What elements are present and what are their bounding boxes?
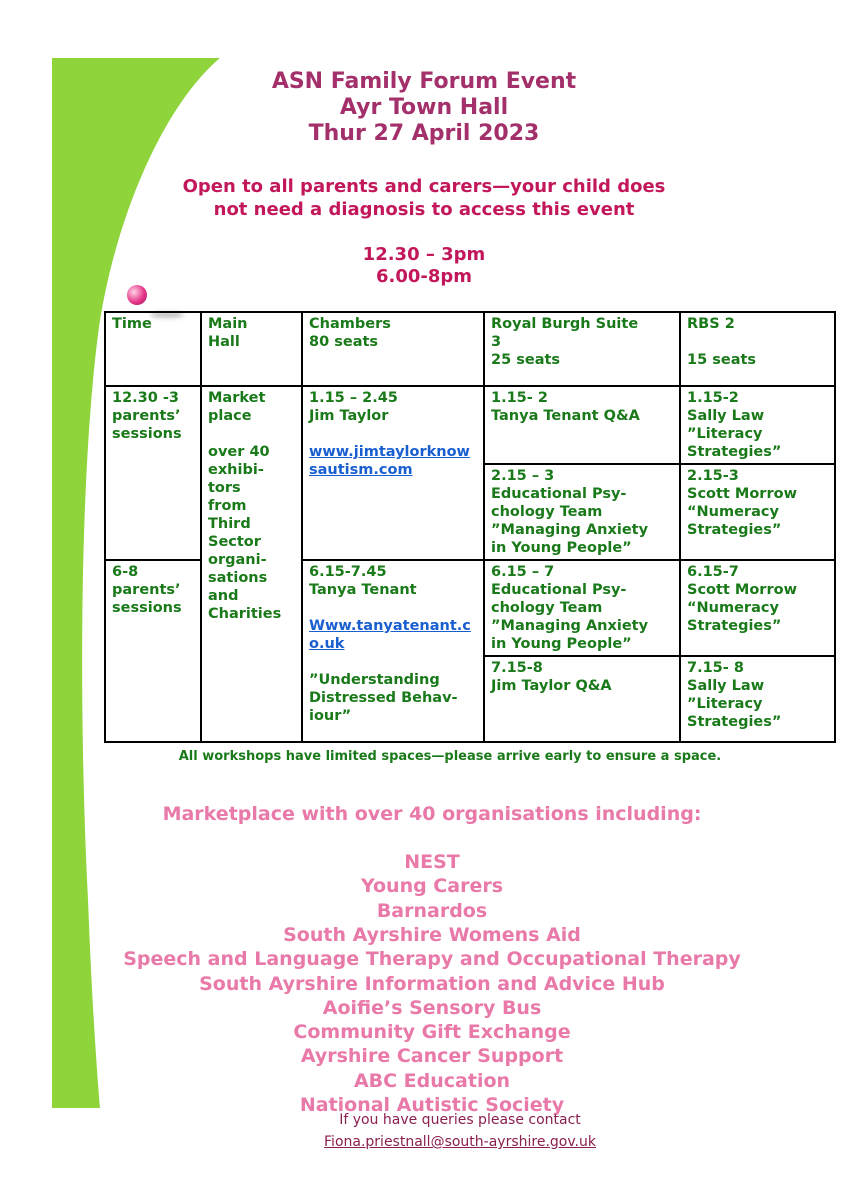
header-royal-burgh-suite: Royal Burgh Suite 3 25 seats (484, 312, 680, 386)
session1-rbs2-b: 2.15-3 Scott Morrow “Numeracy Strategies” (680, 464, 835, 560)
session2-rbs2-a: 6.15-7 Scott Morrow “Numeracy Strategies” (680, 560, 835, 656)
organisation-item: South Ayrshire Information and Advice Hub (199, 972, 665, 995)
header-chambers: Chambers 80 seats (302, 312, 484, 386)
schedule-header-row (105, 312, 835, 386)
jim-taylor-link[interactable]: www.jimtaylorknowsautism.com (309, 444, 470, 478)
header-main-hall: Main Hall (201, 312, 302, 386)
organisation-item: Community Gift Exchange (293, 1021, 571, 1044)
schedule-table (104, 311, 836, 743)
organisation-item: NEST (404, 851, 460, 873)
open-to-all-line-1: Open to all parents and carers—your child does (182, 176, 666, 197)
session2-chambers (302, 560, 484, 742)
session1-royal-a: 1.15- 2 Tanya Tenant Q&A (484, 386, 680, 464)
session1-chambers-text: 1.15 – 2.45 Jim Taylor (309, 390, 398, 424)
event-venue: Ayr Town Hall (339, 95, 509, 120)
organisation-item: Barnardos (376, 899, 488, 922)
header-time: Time (105, 312, 201, 386)
session2-royal-b: 7.15-8 Jim Taylor Q&A (484, 656, 680, 742)
session2-chambers-talk: ”Understanding Distressed Behav- iour” (309, 672, 458, 724)
event-date: Thur 27 April 2023 (308, 121, 540, 146)
organisation-item: Speech and Language Therapy and Occupational Therapy (123, 948, 741, 971)
session2-rbs2-b: 7.15- 8 Sally Law ”Literacy Strategies” (680, 656, 835, 742)
session1-rbs2-a: 1.15-2 Sally Law ”Literacy Strategies” (680, 386, 835, 464)
tanya-tenant-link[interactable]: Www.tanyatenant.co.uk (309, 618, 471, 652)
session1-royal-b: 2.15 – 3 Educational Psy- chology Team ”Managing Anxiety in Young People” (484, 464, 680, 560)
contact-email-wrap (0, 1134, 848, 1150)
open-to-all-line-2: not need a diagnosis to access this event (213, 199, 635, 220)
organisation-item: ABC Education (353, 1069, 511, 1092)
contact-email-link[interactable]: Fiona.priestnall@south-ayrshire.gov.uk (324, 1134, 596, 1150)
session2-chambers-text: 6.15-7.45 Tanya Tenant (309, 564, 417, 598)
organisation-item: National Autistic Society (299, 1094, 565, 1116)
organisation-item: Ayrshire Cancer Support (300, 1045, 564, 1068)
contact-line: If you have queries please contact (339, 1112, 581, 1128)
session2-label: 6-8 parents’ sessions (105, 560, 201, 742)
session1-chambers (302, 386, 484, 560)
organisation-item: Aoifie’s Sensory Bus (322, 996, 542, 1019)
pink-bead-ornament (127, 285, 147, 305)
event-title: ASN Family Forum Event (271, 69, 577, 94)
schedule-row (105, 386, 835, 464)
session-time-1: 12.30 – 3pm (362, 244, 486, 265)
session1-label: 12.30 -3 parents’ sessions (105, 386, 201, 560)
marketplace-heading: Marketplace with over 40 organisations including: (162, 803, 702, 825)
session-time-2: 6.00-8pm (375, 266, 473, 287)
organisation-item: South Ayrshire Womens Aid (283, 923, 581, 946)
session2-royal-a: 6.15 – 7 Educational Psy- chology Team ”Managing Anxiety in Young People” (484, 560, 680, 656)
organisation-item: Young Carers (360, 875, 504, 898)
marketplace-cell: Market place over 40 exhibi- tors from Third Sector organi- sations and Charities (201, 386, 302, 742)
header-rbs2: RBS 2 15 seats (680, 312, 835, 386)
limited-spaces-note: All workshops have limited spaces—please arrive early to ensure a space. (178, 749, 722, 764)
